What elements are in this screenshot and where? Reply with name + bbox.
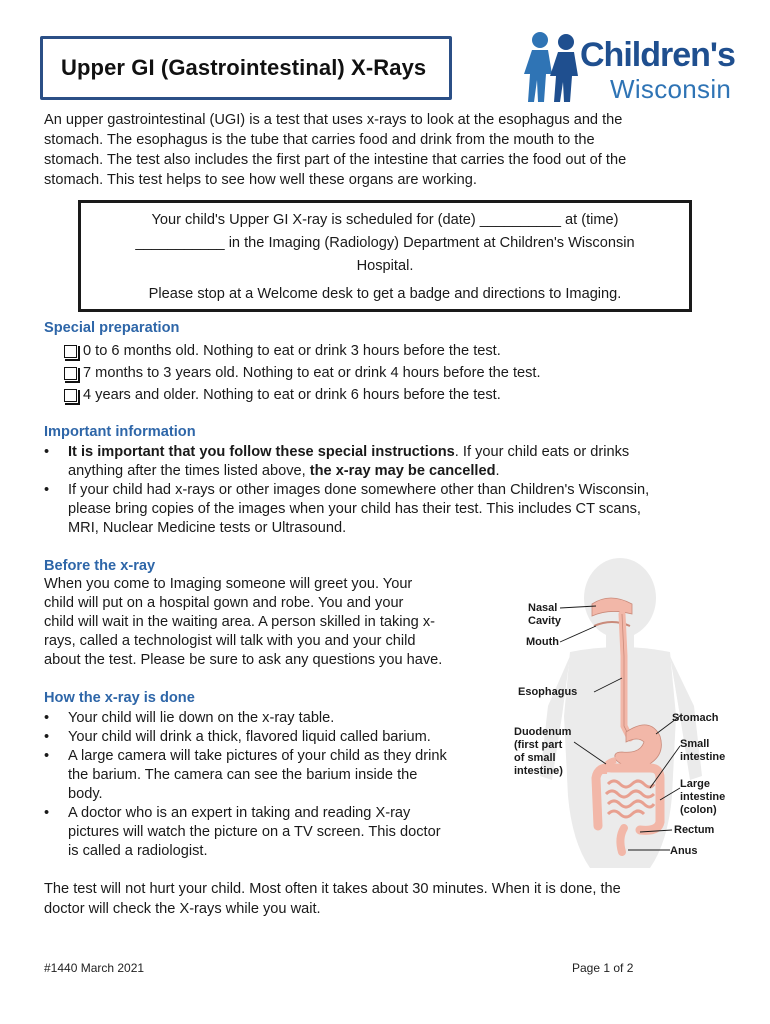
label-anus: Anus (670, 845, 698, 857)
intro-line: stomach. This test helps to see how well these organs are working. (44, 172, 477, 188)
intro-line: An upper gastrointestinal (UGI) is a test that uses x-rays to look at the esophagus and the (44, 112, 623, 128)
how-text: is called a radiologist. (68, 843, 208, 859)
closing-paragraph (44, 879, 621, 919)
checkbox-icon[interactable] (64, 389, 77, 402)
before-line: child will wait in the waiting area. A person skilled in taking x- (44, 614, 435, 630)
prep-checkbox-item (64, 340, 501, 362)
label-large-intestine: Large intestine (colon) (680, 778, 726, 816)
digestive-system-diagram (500, 556, 762, 868)
prep-checkbox-item (64, 384, 501, 406)
childrens-wisconsin-logo (522, 30, 747, 104)
how-text: A large camera will take pictures of your child as they drink (68, 748, 447, 764)
how-text: A doctor who is an expert in taking and reading X-ray (68, 805, 411, 821)
important-text: please bring copies of the images when your child has their test. This includes CT scans, (68, 501, 641, 517)
page-number: Page 1 of 2 (572, 961, 634, 975)
bullet-icon: • (44, 482, 50, 498)
label-mouth: Mouth (526, 636, 559, 648)
how-bullet (44, 804, 504, 861)
closing-line: The test will not hurt your child. Most often it takes about 30 minutes. When it is done, the (44, 881, 621, 897)
bullet-icon: • (44, 444, 50, 460)
important-heading: Important information (44, 424, 196, 440)
before-heading: Before the x-ray (44, 558, 156, 574)
important-text: . If your child eats or drinks (454, 444, 630, 460)
important-bullet-1 (44, 443, 724, 483)
intro-paragraph (44, 110, 626, 190)
intro-line: stomach. The test also includes the first part of the intestine that carries the food out of the (44, 152, 627, 168)
page-title: Upper GI (Gastrointestinal) X-Rays (61, 55, 427, 80)
how-heading: How the x-ray is done (44, 690, 195, 706)
important-bullet-2 (44, 481, 744, 541)
important-text: If your child had x-rays or other images done somewhere other than Children's Wisconsin, (68, 482, 650, 498)
special-prep-heading: Special preparation (44, 320, 180, 336)
schedule-line: ___________ in the Imaging (Radiology) Department at Children's Wisconsin (135, 235, 635, 251)
label-rectum: Rectum (674, 824, 715, 836)
bullet-icon: • (44, 729, 50, 745)
schedule-box (78, 200, 692, 312)
important-bold-text: It is important that you follow these special instructions (68, 444, 455, 460)
logo-text-wisconsin: Wisconsin (610, 74, 732, 104)
how-text: Your child will drink a thick, flavored liquid called barium. (68, 729, 431, 745)
before-line: rays, called a technologist will talk with you and your child (44, 633, 416, 649)
bullet-icon: • (44, 805, 50, 821)
label-stomach: Stomach (672, 712, 719, 724)
bullet-icon: • (44, 748, 50, 764)
intro-line: stomach. The esophagus is the tube that carries food and drink from the mouth to the (44, 132, 595, 148)
label-esophagus: Esophagus (518, 686, 578, 698)
how-text: body. (68, 786, 103, 802)
how-text: Your child will lie down on the x-ray table. (68, 710, 335, 726)
closing-line: doctor will check the X-rays while you wait. (44, 901, 321, 917)
schedule-line: Hospital. (356, 258, 414, 274)
checkbox-icon[interactable] (64, 345, 77, 358)
prep-item-label: 0 to 6 months old. Nothing to eat or drink 3 hours before the test. (83, 343, 501, 359)
schedule-welcome-line: Please stop at a Welcome desk to get a badge and directions to Imaging. (148, 286, 622, 302)
before-paragraph (44, 575, 442, 670)
how-bullet (44, 728, 504, 747)
important-text: . (495, 463, 500, 479)
how-bullet (44, 709, 504, 728)
prep-item-label: 7 months to 3 years old. Nothing to eat or drink 4 hours before the test. (83, 365, 541, 381)
schedule-line: Your child's Upper GI X-ray is scheduled for (date) __________ at (time) (151, 212, 619, 228)
label-duodenum: Duodenum (first part of small intestine) (514, 726, 572, 777)
bullet-icon: • (44, 710, 50, 726)
label-nasal-cavity: Nasal Cavity (528, 602, 562, 627)
important-text: anything after the times listed above, (68, 463, 310, 479)
how-text: pictures will watch the picture on a TV screen. This doctor (68, 824, 441, 840)
how-bullet (44, 747, 504, 804)
important-text: MRI, Nuclear Medicine tests or Ultrasound. (68, 520, 347, 536)
before-line: child will put on a hospital gown and robe. You and your (44, 595, 404, 611)
checkbox-icon[interactable] (64, 367, 77, 380)
how-text: the barium. The camera can see the barium inside the (68, 767, 418, 783)
title-box (40, 36, 452, 100)
label-small-intestine: Small intestine (680, 738, 726, 763)
logo-text-childrens: Children's (580, 36, 735, 74)
before-line: about the test. Please be sure to ask any questions you have. (44, 652, 443, 668)
prep-checkbox-item (64, 362, 541, 384)
prep-item-label: 4 years and older. Nothing to eat or drink 6 hours before the test. (83, 387, 501, 403)
before-line: When you come to Imaging someone will greet you. Your (44, 576, 413, 592)
cancel-warning-text: the x-ray may be cancelled (309, 463, 496, 479)
document-number: #1440 March 2021 (44, 961, 145, 975)
